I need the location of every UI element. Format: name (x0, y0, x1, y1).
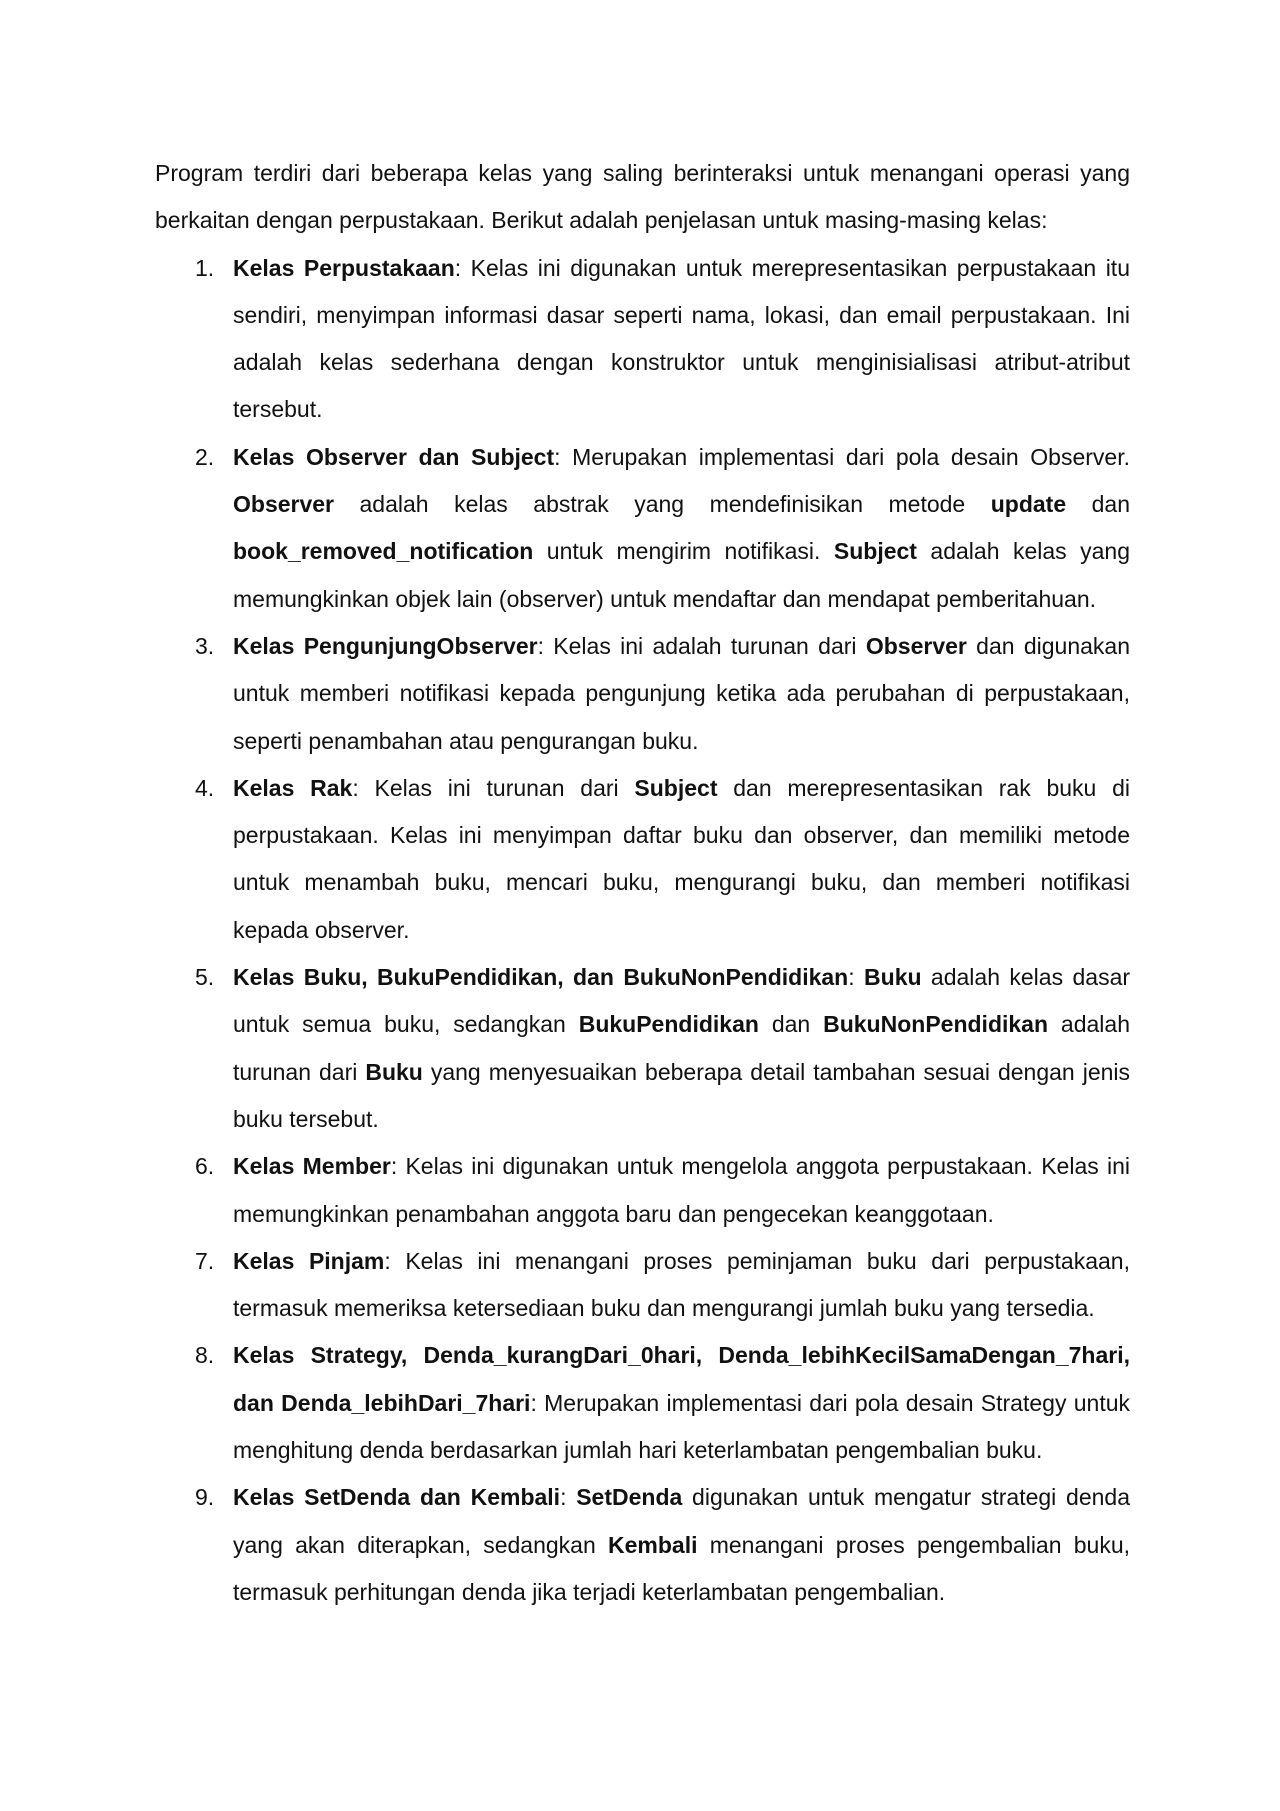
bold-term: Buku (365, 1058, 423, 1085)
item-text: digunakan untuk mengatur strategi denda yang akan diterapkan, sedangkan (233, 1484, 1130, 1558)
bold-term: BukuPendidikan (578, 1011, 759, 1038)
list-item-number: 2. (195, 443, 215, 470)
item-text: adalah kelas abstrak yang mendefinisikan metode (334, 491, 991, 518)
bold-term: Kelas Pinjam (233, 1247, 385, 1274)
item-text: : (560, 1484, 577, 1511)
bold-term: Kelas Perpustakaan (233, 254, 455, 281)
item-text: dan (1066, 491, 1131, 518)
item-text: dan merepresentasikan rak buku di perpustakaan. Kelas ini menyimpan daftar buku dan observer, dan memiliki metode untuk menambah buku, mencari buku, mengurangi buku, dan memberi notifikasi kepada observer. (233, 774, 1130, 943)
bold-term: Observer (865, 632, 967, 659)
bold-term: Observer (233, 491, 335, 518)
item-text: untuk mengirim notifikasi. (533, 538, 834, 565)
item-text: adalah kelas dasar untuk semua buku, sedangkan (233, 964, 1131, 1038)
document-page (155, 150, 1130, 1616)
bold-term: Kelas PengunjungObserver (233, 632, 538, 659)
item-text: adalah kelas yang memungkinkan objek lain (observer) untuk mendaftar dan mendapat pemberitahuan. (233, 538, 1130, 612)
list-item-number: 5. (195, 964, 215, 991)
list-item-number: 6. (195, 1153, 215, 1180)
list-item-number: 7. (195, 1247, 215, 1274)
bold-term: Kembali (608, 1531, 698, 1558)
item-text: : Kelas ini digunakan untuk merepresentasikan perpustakaan itu sendiri, menyimpan informasi dasar seperti nama, lokasi, dan email perpustakaan. Ini adalah kelas sederhana dengan konstruktor untuk menginisialisasi atribut-atribut tersebut. (233, 254, 1130, 423)
list-item-number: 1. (195, 254, 215, 281)
list-item (155, 434, 1130, 623)
bold-term: Kelas Strategy, Denda_kurangDari_0hari, Denda_lebihKecilSamaDengan_7hari, dan Denda_lebihDari_7hari (233, 1342, 1130, 1416)
item-text: : Merupakan implementasi dari pola desain Observer. (554, 443, 1130, 470)
bold-term: Kelas Observer dan Subject (233, 443, 555, 470)
item-text: : (848, 964, 865, 991)
list-item (155, 1238, 1130, 1333)
item-text: : Kelas ini adalah turunan dari (537, 632, 866, 659)
list-item (155, 245, 1130, 434)
class-list (155, 245, 1130, 1617)
item-text: dan (758, 1011, 824, 1038)
bold-term: Kelas Rak (233, 774, 353, 801)
list-item (155, 1474, 1130, 1616)
item-text: adalah turunan dari (233, 1011, 1130, 1085)
bold-term: SetDenda (576, 1484, 683, 1511)
bold-term: Subject (634, 774, 718, 801)
list-item-number: 8. (195, 1342, 215, 1369)
item-text: : Kelas ini digunakan untuk mengelola anggota perpustakaan. Kelas ini memungkinkan penambahan anggota baru dan pengecekan keanggotaan. (233, 1153, 1130, 1227)
bold-term: Kelas SetDenda dan Kembali (233, 1484, 561, 1511)
bold-term: Kelas Buku, BukuPendidikan, dan BukuNonPendidikan (233, 964, 849, 991)
list-item-number: 3. (195, 632, 215, 659)
list-item (155, 1143, 1130, 1238)
bold-term: Kelas Member (233, 1153, 391, 1180)
item-text: dan digunakan untuk memberi notifikasi kepada pengunjung ketika ada perubahan di perpustakaan, seperti penambahan atau pengurangan buku. (233, 632, 1131, 754)
bold-term: Subject (833, 538, 917, 565)
item-text: menangani proses pengembalian buku, termasuk perhitungan denda jika terjadi keterlambatan pengembalian. (233, 1531, 1130, 1605)
list-item-number: 4. (195, 774, 215, 801)
bold-term: BukuNonPendidikan (823, 1011, 1049, 1038)
item-text: yang menyesuaikan beberapa detail tambahan sesuai dengan jenis buku tersebut. (233, 1058, 1131, 1132)
list-item-number: 9. (195, 1484, 215, 1511)
item-text: : Kelas ini menangani proses peminjaman buku dari perpustakaan, termasuk memeriksa ketersediaan buku dan mengurangi jumlah buku yang tersedia. (233, 1247, 1130, 1322)
list-item (155, 623, 1130, 765)
bold-term: book_removed_notification (233, 538, 534, 565)
list-item (155, 1332, 1130, 1474)
list-item (155, 954, 1130, 1143)
bold-term: update (990, 491, 1067, 518)
bold-term: Buku (864, 964, 922, 991)
intro-paragraph: Program terdiri dari beberapa kelas yang saling berinteraksi untuk menangani operasi yang berkaitan dengan perpustakaan. Berikut adalah penjelasan untuk masing-masing kelas: (155, 160, 1130, 234)
item-text: : Merupakan implementasi dari pola desain Strategy untuk menghitung denda berdasarkan jumlah hari keterlambatan pengembalian buku. (233, 1389, 1130, 1464)
item-text: : Kelas ini turunan dari (352, 774, 635, 801)
list-item (155, 765, 1130, 954)
